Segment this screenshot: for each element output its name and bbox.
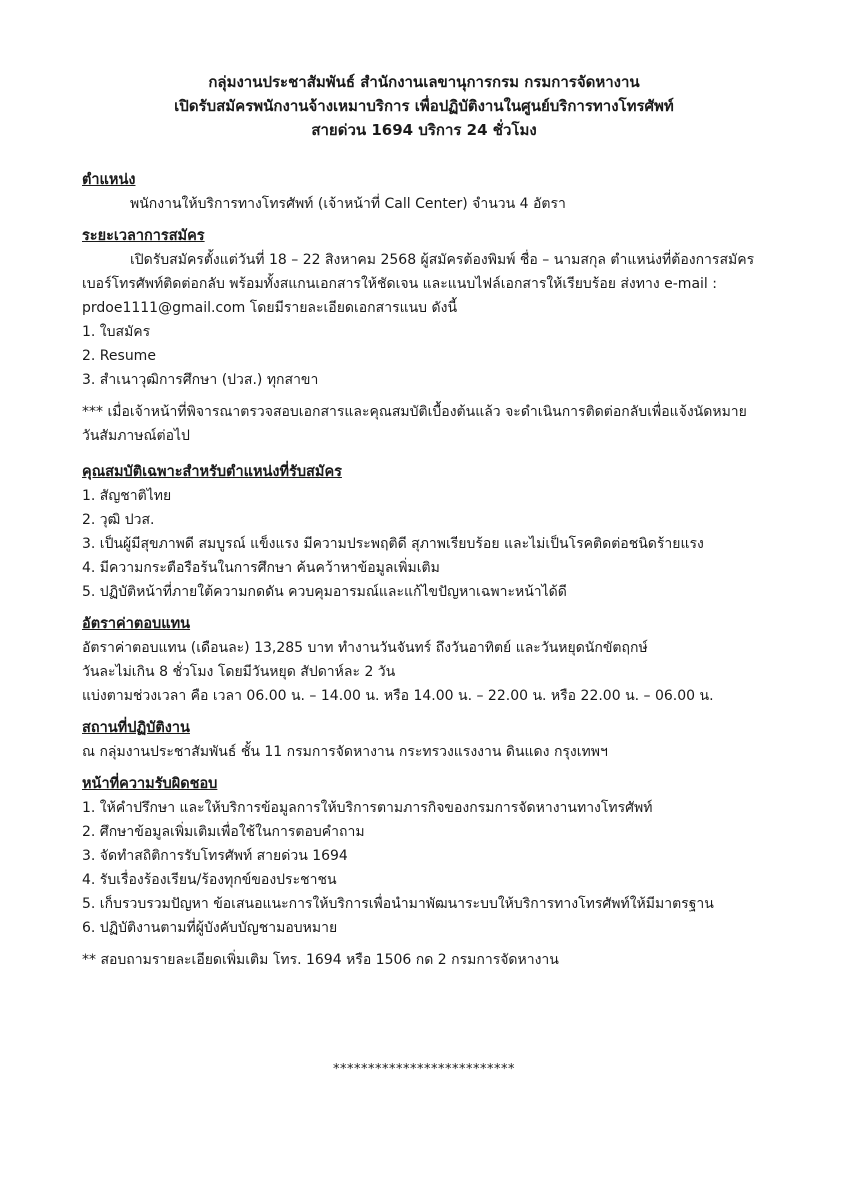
application-note-2: วันสัมภาษณ์ต่อไป — [82, 428, 190, 444]
duty-item: 5. เก็บรวบรวมปัญหา ข้อเสนอแนะการให้บริการเพื่อนำมาพัฒนาระบบให้บริการทางโทรศัพท์ให้มีมาตรฐาน — [82, 896, 714, 912]
section-qualifications — [82, 460, 774, 604]
document-header — [0, 70, 848, 142]
document-body — [82, 168, 774, 972]
doc-item: 1. ใบสมัคร — [82, 324, 151, 340]
application-line-1: เปิดรับสมัครตั้งแต่วันที่ 18 – 22 สิงหาคม 2568 ผู้สมัครต้องพิมพ์ ชื่อ – นามสกุล ตำแหน่งที่ต้องการสมัคร — [130, 252, 755, 268]
section-title-workplace: สถานที่ปฏิบัติงาน — [82, 720, 190, 736]
compensation-line-1: อัตราค่าตอบแทน (เดือนละ) 13,285 บาท ทำงานวันจันทร์ ถึงวันอาทิตย์ และวันหยุดนักขัตฤกษ์ — [82, 640, 648, 656]
section-title-application: ระยะเวลาการสมัคร — [82, 228, 205, 244]
qualification-item: 3. เป็นผู้มีสุขภาพดี สมบูรณ์ แข็งแรง มีความประพฤติดี สุภาพเรียบร้อย และไม่เป็นโรคติดต่อชนิดร้ายแรง — [82, 536, 704, 552]
section-compensation — [82, 612, 774, 708]
position-text: พนักงานให้บริการทางโทรศัพท์ (เจ้าหน้าที่ Call Center) จำนวน 4 อัตรา — [130, 196, 566, 212]
duty-item: 2. ศึกษาข้อมูลเพิ่มเติมเพื่อใช้ในการตอบคำถาม — [82, 824, 365, 840]
section-title-position: ตำแหน่ง — [82, 172, 136, 188]
header-line-3: สายด่วน 1694 บริการ 24 ชั่วโมง — [311, 121, 537, 139]
application-line-3: prdoe1111@gmail.com โดยมีรายละเอียดเอกสารแนบ ดังนี้ — [82, 300, 458, 316]
section-title-duties: หน้าที่ความรับผิดชอบ — [82, 776, 218, 792]
section-workplace — [82, 716, 774, 764]
section-title-qualifications: คุณสมบัติเฉพาะสำหรับตำแหน่งที่รับสมัคร — [82, 464, 342, 480]
duty-item: 4. รับเรื่องร้องเรียน/ร้องทุกข์ของประชาชน — [82, 872, 337, 888]
application-note-1: *** เมื่อเจ้าหน้าที่พิจารณาตรวจสอบเอกสารและคุณสมบัติเบื้องต้นแล้ว จะดำเนินการติดต่อกลับเพื่อแจ้งนัดหมาย — [82, 404, 747, 420]
duty-item: 6. ปฏิบัติงานตามที่ผู้บังคับบัญชามอบหมาย — [82, 920, 338, 936]
application-line-2: เบอร์โทรศัพท์ติดต่อกลับ พร้อมทั้งสแกนเอกสารให้ชัดเจน และแนบไฟล์เอกสารให้เรียบร้อย ส่งทาง e-mail : — [82, 276, 717, 292]
doc-item: 3. สำเนาวุฒิการศึกษา (ปวส.) ทุกสาขา — [82, 372, 319, 388]
workplace-text: ณ กลุ่มงานประชาสัมพันธ์ ชั้น 11 กรมการจัดหางาน กระทรวงแรงงาน ดินแดง กรุงเทพฯ — [82, 744, 608, 760]
section-title-compensation: อัตราค่าตอบแทน — [82, 616, 191, 632]
doc-item: 2. Resume — [82, 348, 156, 364]
qualification-item: 2. วุฒิ ปวส. — [82, 512, 155, 528]
duty-item: 3. จัดทำสถิติการรับโทรศัพท์ สายด่วน 1694 — [82, 848, 348, 864]
qualification-item: 5. ปฏิบัติหน้าที่ภายใต้ความกดดัน ควบคุมอารมณ์และแก้ไขปัญหาเฉพาะหน้าได้ดี — [82, 584, 567, 600]
header-line-1: กลุ่มงานประชาสัมพันธ์ สำนักงานเลขานุการกรม กรมการจัดหางาน — [208, 73, 640, 91]
section-application — [82, 224, 774, 448]
footer-stars: ************************** — [333, 1062, 515, 1077]
qualification-item: 4. มีความกระตือรือร้นในการศึกษา ค้นคว้าหาข้อมูลเพิ่มเติม — [82, 560, 440, 576]
section-position — [82, 168, 774, 216]
duty-item: 1. ให้คำปรึกษา และให้บริการข้อมูลการให้บริการตามภารกิจของกรมการจัดหางานทางโทรศัพท์ — [82, 800, 653, 816]
qualification-item: 1. สัญชาติไทย — [82, 488, 172, 504]
section-duties — [82, 772, 774, 940]
header-line-2: เปิดรับสมัครพนักงานจ้างเหมาบริการ เพื่อปฏิบัติงานในศูนย์บริการทางโทรศัพท์ — [174, 97, 674, 115]
contact-note: ** สอบถามรายละเอียดเพิ่มเติม โทร. 1694 หรือ 1506 กด 2 กรมการจัดหางาน — [82, 952, 559, 968]
compensation-line-2: วันละไม่เกิน 8 ชั่วโมง โดยมีวันหยุด สัปดาห์ละ 2 วัน — [82, 664, 396, 680]
compensation-line-3: แบ่งตามช่วงเวลา คือ เวลา 06.00 น. – 14.00 น. หรือ 14.00 น. – 22.00 น. หรือ 22.00 น. – 06.00 น. — [82, 688, 714, 704]
